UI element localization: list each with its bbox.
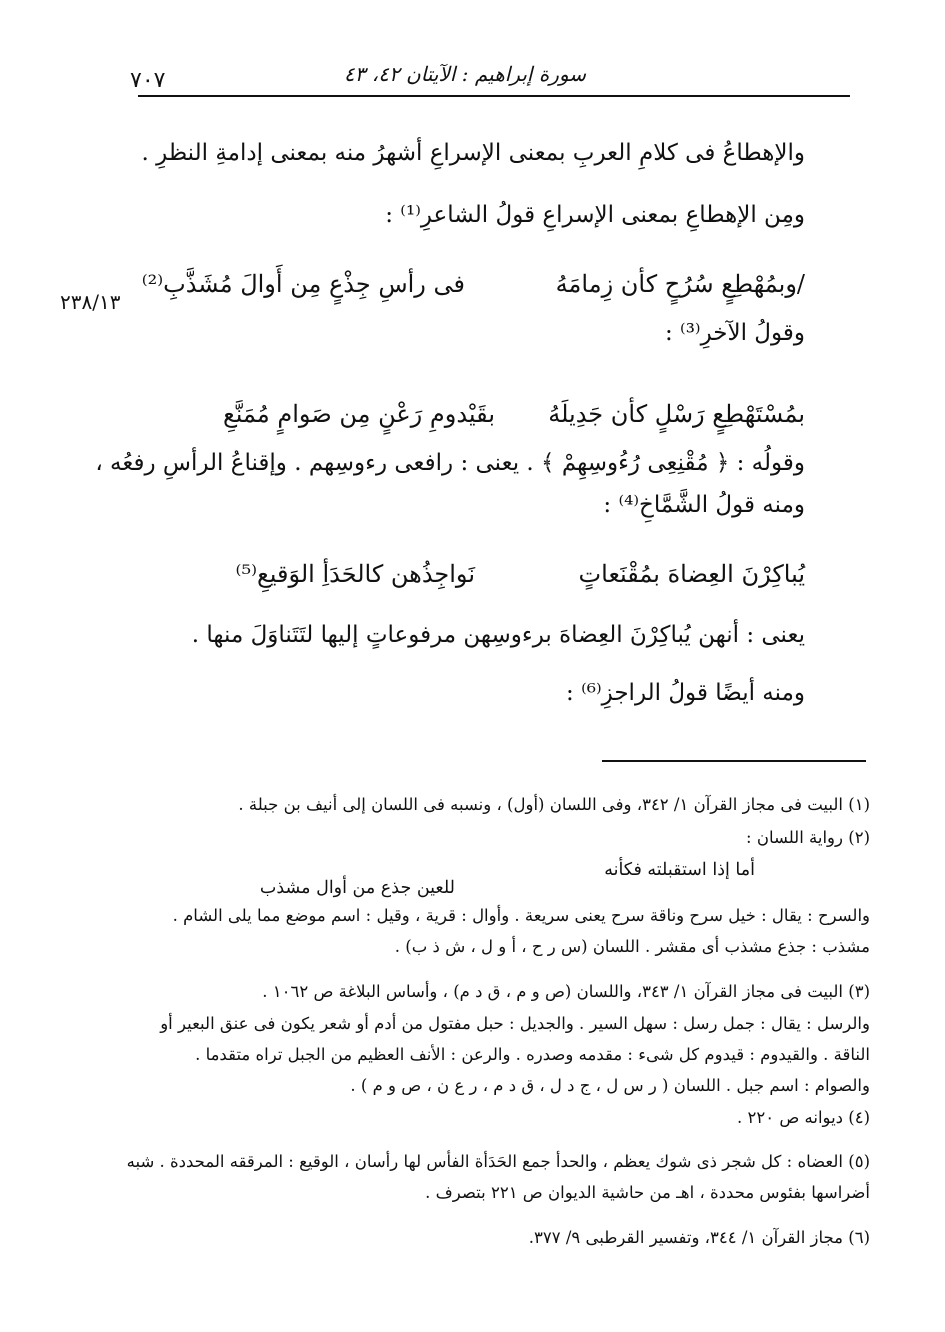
verse-hemistich: فى رأسِ جِذْعٍ مِن أَوالَ مُشَذَّبِ⁽²⁾ — [141, 270, 465, 298]
footnote: والرسل : يقال : جمل رسل : سهل السير . والجديل : حبل مفتول من أدم أو شعر يكون فى عنق البعير أو — [160, 1014, 870, 1033]
footnote: أضراسها بفئوس محددة ، اهـ من حاشية الديوان ص ٢٢١ بتصرف . — [425, 1183, 870, 1202]
footnote: والصوام : اسم جبل . اللسان ( ر س ل ، ج د ل ، ق د م ، ر ع ن ، ص و م ) . — [350, 1076, 870, 1095]
body-line: ومنه أيضًا قولُ الراجزِ⁽⁶⁾ : — [566, 680, 805, 706]
body-line: وقولُ الآخرِ⁽³⁾ : — [664, 320, 805, 346]
body-line: ومنه قولُ الشَّمَّاخِ⁽⁴⁾ : — [603, 492, 805, 518]
body-line: وقولُه : ﴿ مُقْنِعِى رُءُوسِهِمْ ﴾ . يعنى : رافعى رءوسِهم . وإقناعُ الرأسِ رفعُه ، — [95, 450, 805, 476]
footnote: (٦) مجاز القرآن ١/ ٣٤٤، وتفسير القرطبى ٩/ ٣٧٧. — [528, 1228, 870, 1247]
header-rule — [138, 95, 850, 97]
verse-hemistich: بمُسْتَهْطِعٍ رَسْلٍ كأن جَدِيلَهُ — [548, 400, 805, 428]
footnote: (٢) رواية اللسان : — [746, 828, 870, 847]
verse-hemistich: بقَيْدومِ رَعْنٍ مِن صَوامٍ مُمَنَّعِ — [223, 400, 495, 428]
footnote: الناقة . والقيدوم : قيدوم كل شىء : مقدمه وصدره . والرعن : الأنف العظيم من الجبل تراه متقدما . — [195, 1045, 870, 1064]
footnote: مشذب : جذع مشذب أى مقشر . اللسان (س ر ح ، أ و ل ، ش ذ ب) . — [394, 937, 870, 956]
footnote: (٣) البيت فى مجاز القرآن ١/ ٣٤٣، واللسان (ص و م ، ق د م) ، وأساس البلاغة ص ١٠٦٢ . — [262, 982, 870, 1001]
footnote: والسرح : يقال : خيل سرح وناقة سرح يعنى سريعة . وأوال : قرية ، وقيل : اسم موضع مما يلى الشام . — [172, 906, 870, 925]
running-title: سورة إبراهيم : الآيتان ٤٢، ٤٣ — [343, 62, 587, 86]
body-line: والإهطاعُ فى كلامِ العربِ بمعنى الإسراعِ أشهرُ منه بمعنى إدامةِ النظرِ . — [141, 140, 805, 166]
footnote-verse-hemistich: أما إذا استقبلته فكأنه — [604, 860, 755, 880]
footnote-verse-hemistich: للعين جذع من أوال مشذب — [259, 878, 455, 898]
margin-reference: ٢٣٨/١٣ — [60, 290, 121, 314]
footnote: (٤) ديوانه ص ٢٢٠ . — [736, 1108, 870, 1127]
body-line: ومِن الإهطاعِ بمعنى الإسراعِ قولُ الشاعرِ⁽¹⁾ : — [385, 202, 805, 228]
verse-hemistich: يُباكِرْنَ العِضاهَ بمُقْنَعاتٍ — [578, 560, 805, 588]
footnote: (١) البيت فى مجاز القرآن ١/ ٣٤٢، وفى اللسان (أول) ، ونسبه فى اللسان إلى أنيف بن جبلة . — [238, 795, 870, 814]
page-number: ٧٠٧ — [130, 68, 166, 93]
footnote-rule — [602, 760, 866, 762]
body-line: يعنى : أنهن يُباكِرْنَ العِضاهَ برءوسِهن مرفوعاتٍ إليها لتَتَناوَلَ منها . — [191, 622, 805, 648]
footnote: (٥) العضاه : كل شجر ذى شوك يعظم ، والحدأ جمع الحَدَأة الفأس لها رأسان ، الوقيع : المرققه المحددة . شبه — [126, 1152, 870, 1171]
verse-hemistich: نَواجِذُهن كالحَدَأِ الوَقيعِ⁽⁵⁾ — [235, 560, 475, 588]
verse-hemistich: /وبمُهْطِعٍ سُرُحٍ كأن زِمامَهُ — [555, 270, 805, 298]
